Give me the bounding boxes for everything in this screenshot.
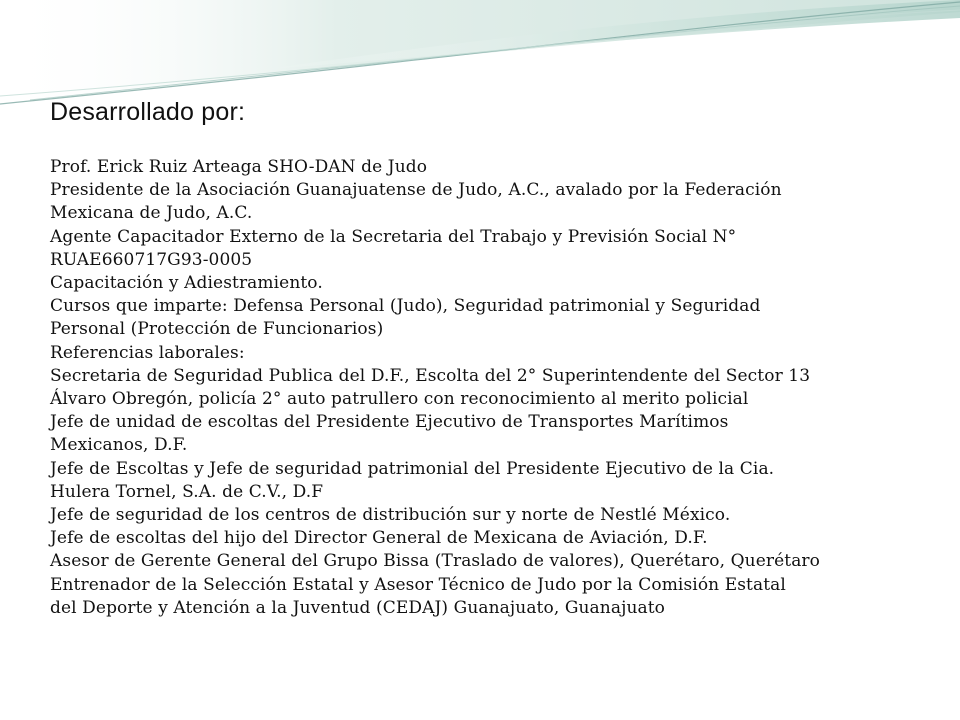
text-line: Jefe de unidad de escoltas del Presidente Ejecutivo de Transportes Marítimos (50, 412, 729, 433)
text-line: Prof. Erick Ruiz Arteaga SHO-DAN de Judo (50, 157, 428, 177)
text-line: Jefe de seguridad de los centros de distribución sur y norte de Nestlé México. (50, 505, 731, 526)
text-line: Cursos que imparte: Defensa Personal (Judo), Seguridad patrimonial y Seguridad (50, 296, 761, 317)
content-block (50, 92, 930, 620)
text-line: Jefe de escoltas del hijo del Director General de Mexicana de Aviación, D.F. (50, 528, 708, 549)
text-line: Personal (Protección de Funcionarios) (50, 319, 384, 340)
text-line: Mexicanos, D.F. (50, 435, 188, 456)
text-lines (50, 156, 930, 620)
slide-title: Desarrollado por: (50, 98, 246, 126)
text-line: Capacitación y Adiestramiento. (50, 273, 323, 294)
text-line: Secretaria de Seguridad Publica del D.F., Escolta del 2° Superintendente del Sector 13 (50, 365, 811, 386)
text-line: Mexicana de Judo, A.C. (50, 203, 253, 224)
text-line: Presidente de la Asociación Guanajuatense de Judo, A.C., avalado por la Federación (50, 180, 782, 201)
text-line: Asesor de Gerente General del Grupo Bissa (Traslado de valores), Querétaro, Querétaro (50, 551, 820, 572)
text-line: Álvaro Obregón, policía 2° auto patrullero con reconocimiento al merito policial (50, 389, 749, 410)
text-line: Hulera Tornel, S.A. de C.V., D.F (50, 481, 324, 502)
text-line: RUAE660717G93-0005 (50, 249, 253, 270)
text-line: Jefe de Escoltas y Jefe de seguridad patrimonial del Presidente Ejecutivo de la Cia. (50, 458, 775, 479)
text-line: Referencias laborales: (50, 342, 245, 363)
text-line: del Deporte y Atención a la Juventud (CEDAJ) Guanajuato, Guanajuato (50, 597, 665, 618)
text-line: Agente Capacitador Externo de la Secretaria del Trabajo y Previsión Social N° (50, 226, 737, 247)
text-line: Entrenador de la Selección Estatal y Asesor Técnico de Judo por la Comisión Estatal (50, 574, 786, 595)
